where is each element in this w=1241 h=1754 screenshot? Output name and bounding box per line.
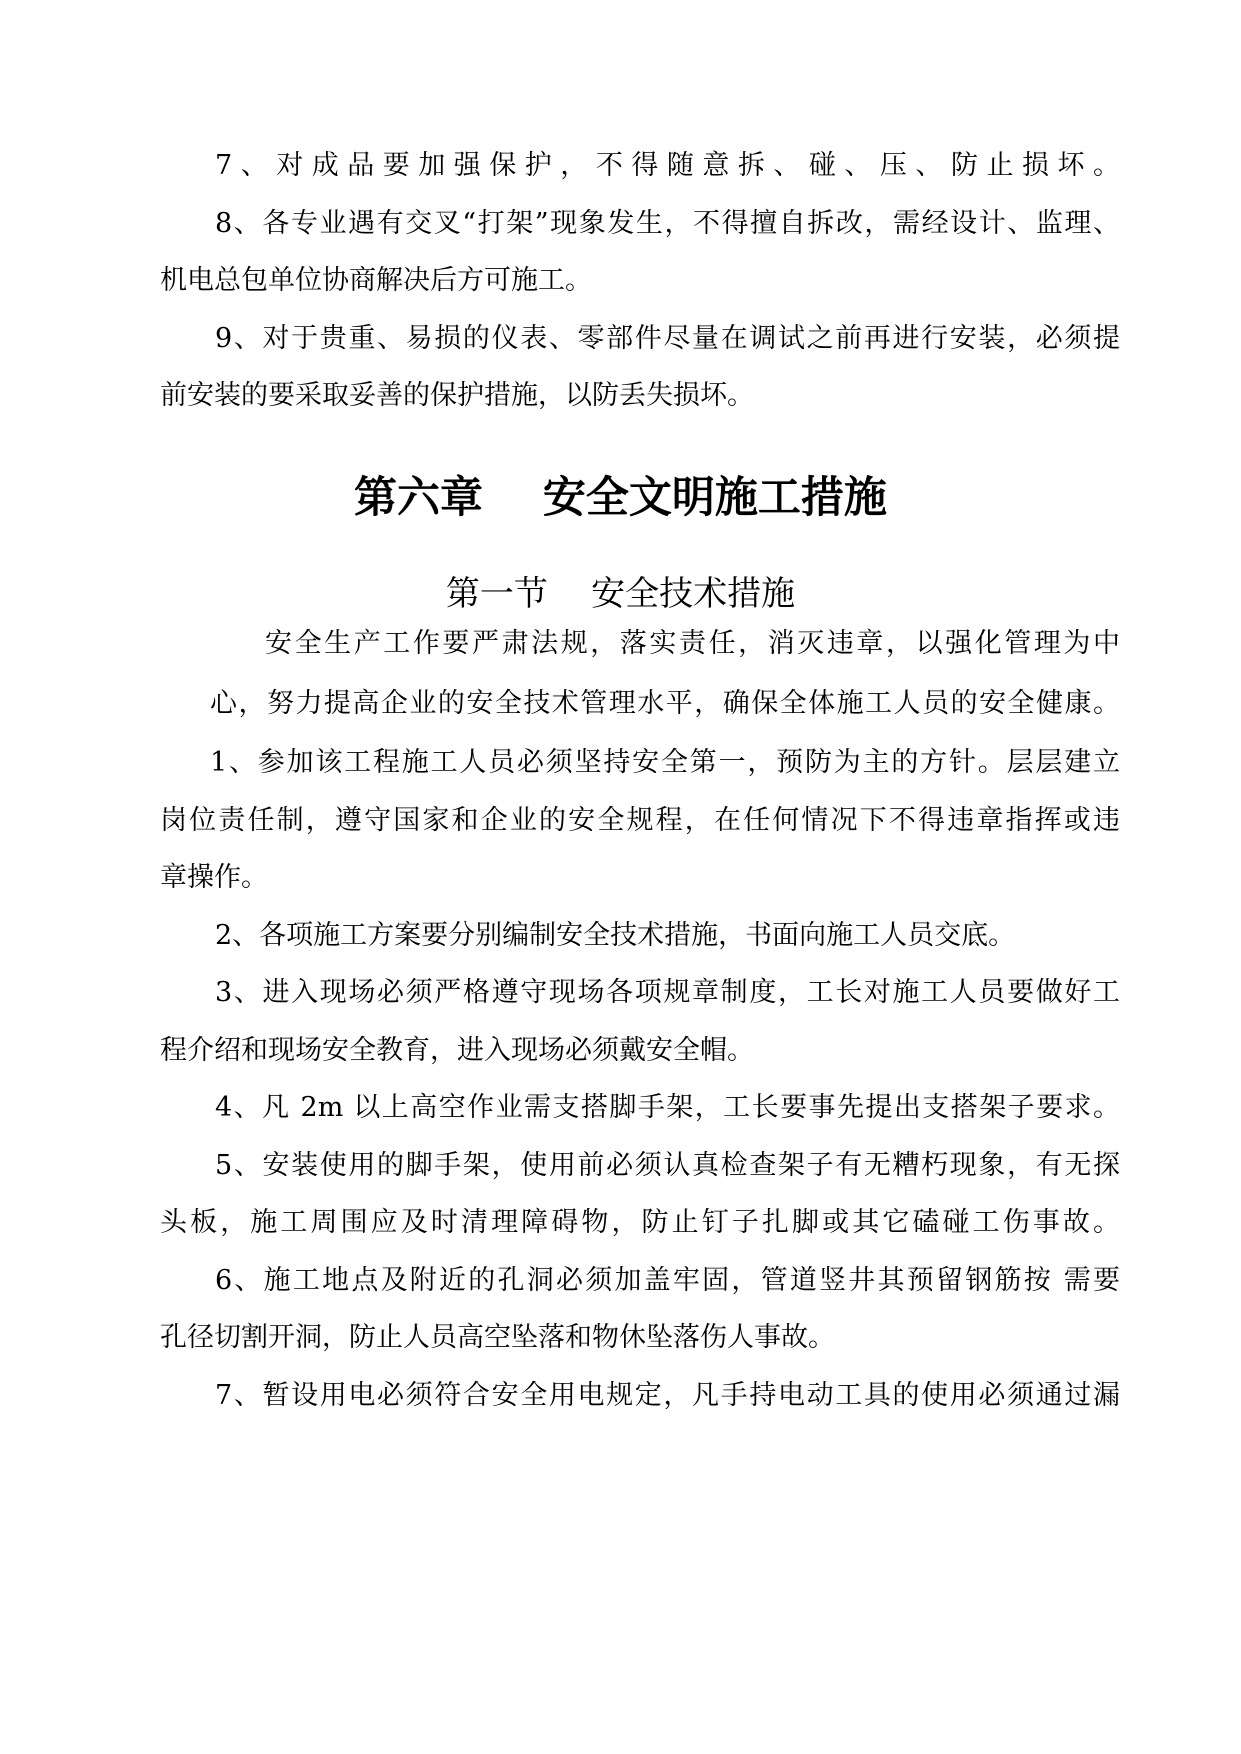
paragraph-line: 程介绍和现场安全教育，进入现场必须戴安全帽。 bbox=[160, 1035, 754, 1066]
paragraph-line: 2、各项施工方案要分别编制安全技术措施，书面向施工人员交底。 bbox=[215, 920, 1016, 951]
paragraph-line: 机电总包单位协商解决后方可施工。 bbox=[160, 265, 592, 296]
paragraph-line: 4、凡 2m 以上高空作业需支搭脚手架，工长要事先提出支搭架子要求。 bbox=[215, 1092, 1120, 1123]
section-title: 第一节 安全技术措施 bbox=[445, 574, 796, 614]
paragraph-line: 9、对于贵重、易损的仪表、零部件尽量在调试之前再进行安装，必须提 bbox=[215, 323, 1120, 354]
paragraph-line: 7、暂设用电必须符合安全用电规定，凡手持电动工具的使用必须通过漏 bbox=[215, 1380, 1120, 1411]
paragraph-line: 7、对成品要加强保护，不得随意拆、碰、压、防止损坏。 bbox=[215, 150, 1120, 181]
chapter-title: 第六章 安全文明施工措施 bbox=[354, 473, 887, 523]
paragraph-line: 6、施工地点及附近的孔洞必须加盖牢固，管道竖井其预留钢筋按 需要 bbox=[215, 1265, 1120, 1296]
paragraph-line: 岗位责任制，遵守国家和企业的安全规程，在任何情况下不得违章指挥或违 bbox=[160, 805, 1120, 836]
paragraph-line: 前安装的要采取妥善的保护措施，以防丢失损坏。 bbox=[160, 380, 754, 411]
paragraph-line: 5、安装使用的脚手架，使用前必须认真检查架子有无糟朽现象，有无探 bbox=[215, 1150, 1120, 1181]
paragraph-line: 孔径切割开洞，防止人员高空坠落和物休坠落伤人事故。 bbox=[160, 1322, 835, 1353]
paragraph-line: 章操作。 bbox=[160, 862, 268, 893]
paragraph-line: 头板，施工周围应及时清理障碍物，防止钉子扎脚或其它磕碰工伤事故。 bbox=[160, 1207, 1120, 1238]
paragraph-line: 8、各专业遇有交叉“打架”现象发生，不得擅自拆改，需经设计、监理、 bbox=[215, 208, 1120, 239]
paragraph-line: 3、进入现场必须严格遵守现场各项规章制度，工长对施工人员要做好工 bbox=[215, 977, 1120, 1008]
paragraph-line: 1、参加该工程施工人员必须坚持安全第一，预防为主的方针。层层建立 bbox=[210, 747, 1120, 778]
intro-line: 安全生产工作要严肃法规，落实责任，消灭违章，以强化管理为中 bbox=[265, 628, 1120, 659]
intro-line: 心，努力提高企业的安全技术管理水平，确保全体施工人员的安全健康。 bbox=[210, 688, 1120, 719]
